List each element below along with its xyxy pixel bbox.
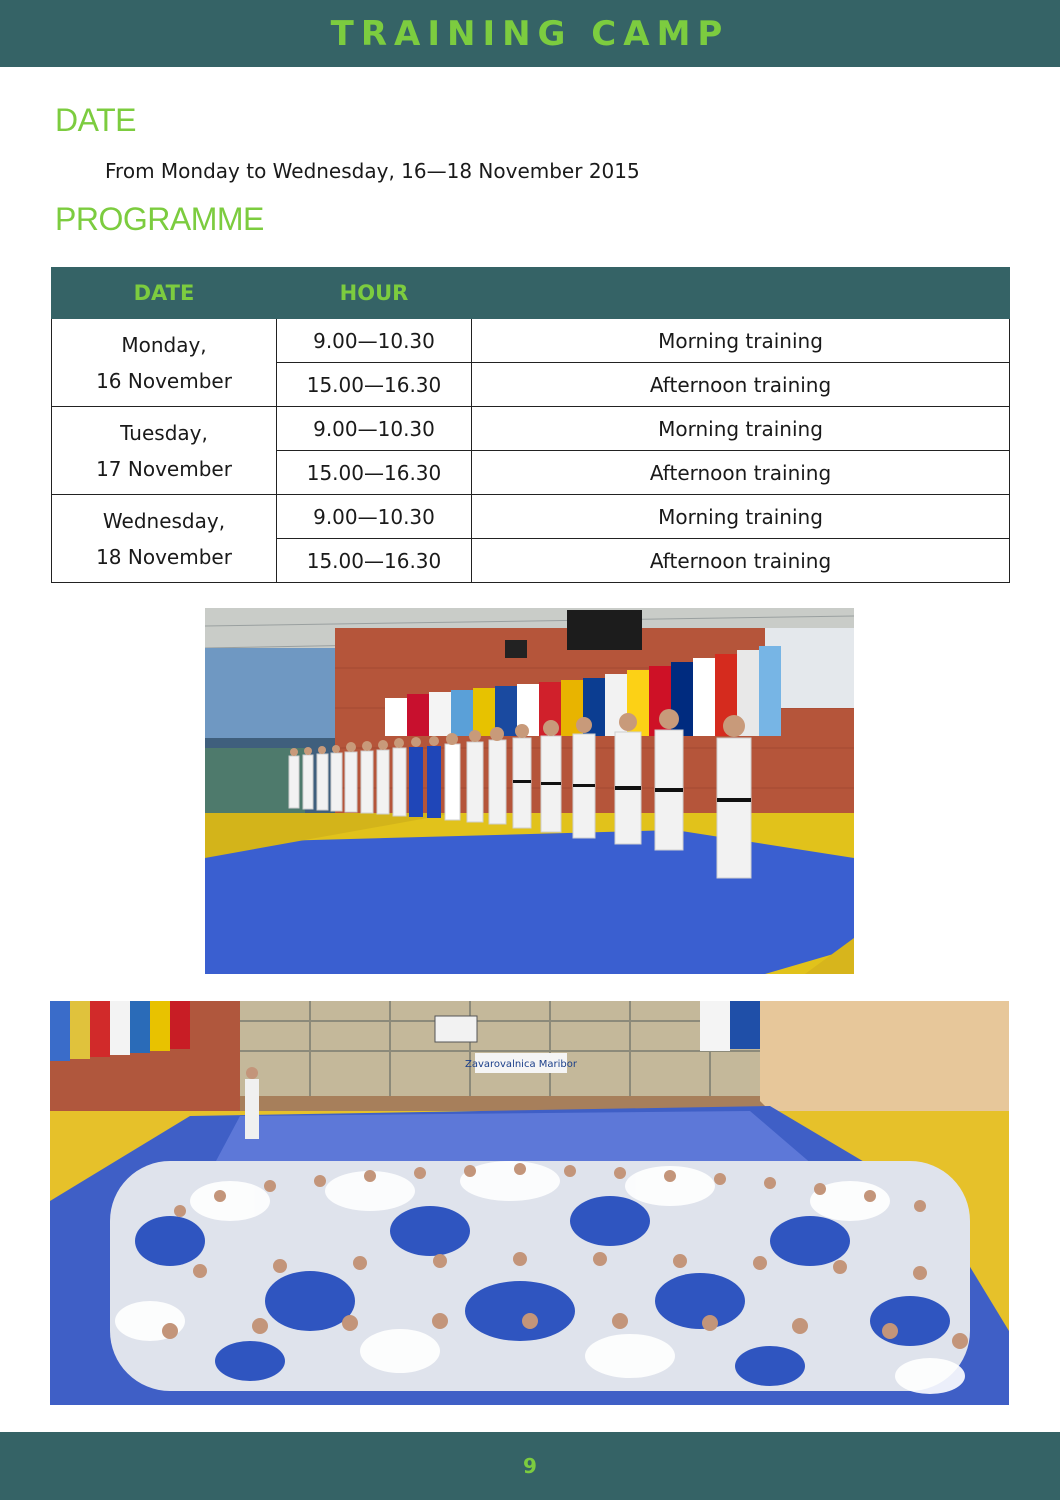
activity-cell: Morning training bbox=[472, 407, 1010, 451]
hour-cell: 15.00—16.30 bbox=[277, 451, 472, 495]
day-date: 17 November bbox=[96, 456, 232, 481]
photo-judo-lineup bbox=[205, 608, 854, 974]
day-name: Tuesday, bbox=[120, 420, 208, 445]
day-cell bbox=[52, 407, 277, 495]
table-row bbox=[52, 495, 1010, 539]
activity-cell: Morning training bbox=[472, 495, 1010, 539]
page-title: TRAINING CAMP bbox=[330, 13, 730, 54]
day-date: 18 November bbox=[96, 544, 232, 569]
activity-cell: Afternoon training bbox=[472, 451, 1010, 495]
programme-heading: PROGRAMME bbox=[55, 201, 264, 237]
footer-bar bbox=[0, 1432, 1060, 1500]
column-header-hour: HOUR bbox=[277, 268, 472, 319]
activity-cell: Morning training bbox=[472, 319, 1010, 363]
photo-group bbox=[50, 1001, 1009, 1405]
hour-cell: 9.00—10.30 bbox=[277, 319, 472, 363]
table-row bbox=[52, 319, 1010, 363]
table-header-row bbox=[52, 268, 1010, 319]
programme-table bbox=[51, 267, 1010, 583]
day-date: 16 November bbox=[96, 368, 232, 393]
day-name: Wednesday, bbox=[102, 508, 226, 533]
activity-cell: Afternoon training bbox=[472, 363, 1010, 407]
hour-cell: 9.00—10.30 bbox=[277, 495, 472, 539]
hour-cell: 9.00—10.30 bbox=[277, 407, 472, 451]
column-header-activity bbox=[472, 268, 1010, 319]
page-number: 9 bbox=[523, 1454, 537, 1478]
day-cell bbox=[52, 319, 277, 407]
hour-cell: 15.00—16.30 bbox=[277, 539, 472, 583]
activity-cell: Afternoon training bbox=[472, 539, 1010, 583]
day-cell bbox=[52, 495, 277, 583]
photo-judo-lineup-image bbox=[205, 608, 854, 974]
day-name: Monday, bbox=[121, 332, 207, 357]
photo-group-image bbox=[50, 1001, 1009, 1405]
date-text: From Monday to Wednesday, 16—18 November 2015 bbox=[105, 159, 640, 183]
table-row bbox=[52, 407, 1010, 451]
header-bar bbox=[0, 0, 1060, 67]
hour-cell: 15.00—16.30 bbox=[277, 363, 472, 407]
banner-text: Zavarovalnica Maribor bbox=[464, 1059, 578, 1070]
date-heading: DATE bbox=[55, 102, 136, 138]
column-header-date: DATE bbox=[52, 268, 277, 319]
